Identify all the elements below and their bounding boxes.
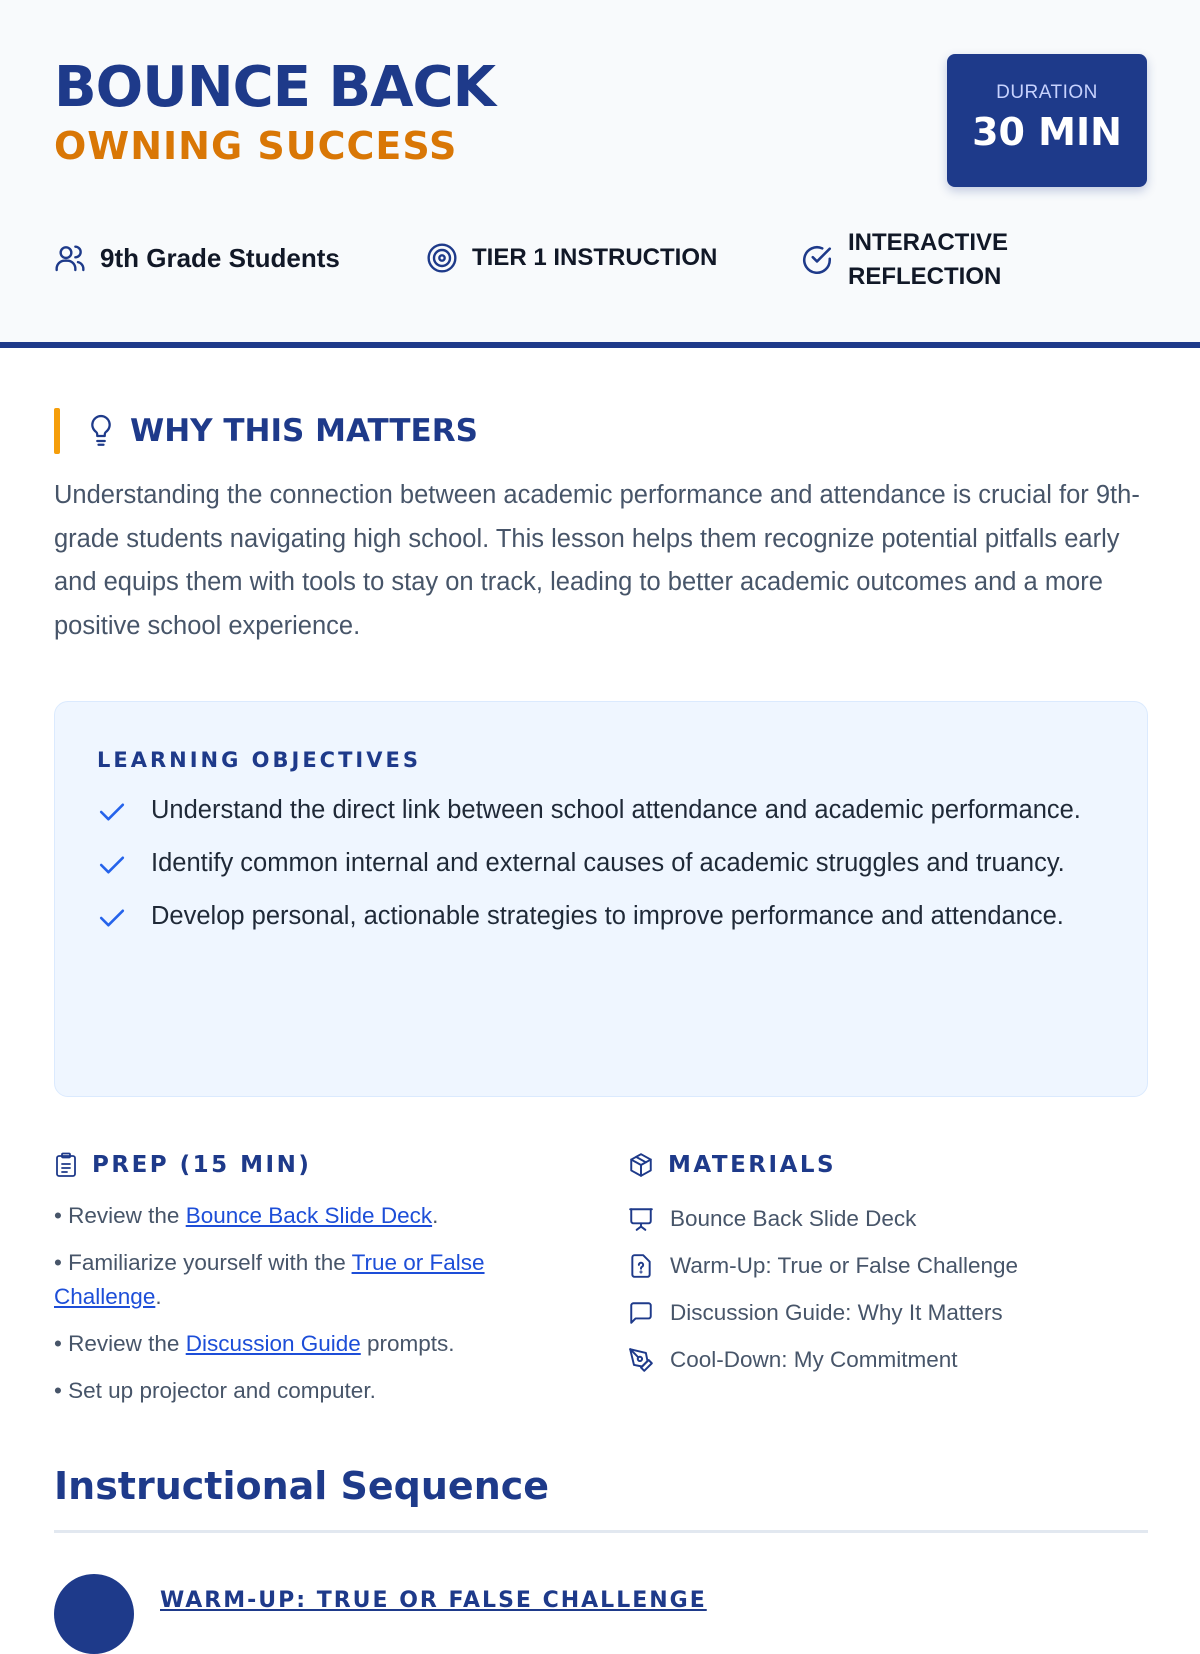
lightbulb-icon (86, 413, 116, 449)
prep-text: Review the (68, 1331, 186, 1356)
prep-item: • Familiarize yourself with the True or False Challenge. (54, 1250, 485, 1309)
why-heading (54, 408, 478, 454)
check-icon (97, 853, 127, 877)
material-item (628, 1296, 1018, 1329)
objective-item (97, 843, 1097, 883)
check-icon (97, 800, 127, 824)
divider (54, 1530, 1148, 1533)
meta-format-line2: REFLECTION (848, 263, 1002, 290)
step-number-badge (54, 1574, 134, 1654)
meta-format-text (848, 226, 1008, 294)
prep-text: Review the (68, 1203, 186, 1228)
material-label: Discussion Guide: Why It Matters (670, 1299, 1003, 1325)
material-item (628, 1202, 1018, 1235)
objective-text: Identify common internal and external causes of academic struggles and truancy. (151, 849, 1065, 877)
duration-badge (947, 54, 1147, 187)
objective-text: Develop personal, actionable strategies to improve performance and attendance. (151, 902, 1064, 930)
discussion-guide-link[interactable]: Discussion Guide (185, 1331, 361, 1356)
meta-audience-text: 9th Grade Students (100, 242, 340, 273)
prep-text: . (432, 1203, 439, 1228)
target-icon (426, 242, 458, 274)
true-false-challenge-link[interactable]: True or False Challenge (54, 1250, 485, 1309)
meta-format-line1: INTERACTIVE (848, 229, 1009, 256)
material-item (628, 1343, 1018, 1376)
materials-heading (628, 1152, 836, 1178)
sequence-title: Instructional Sequence (54, 1464, 550, 1508)
prep-list (54, 1199, 574, 1421)
lesson-title: BOUNCE BACK (54, 55, 495, 120)
meta-tier-text: TIER 1 INSTRUCTION (472, 244, 718, 271)
prep-item: • Review the Bounce Back Slide Deck. (54, 1203, 439, 1228)
package-icon (628, 1152, 654, 1178)
clipboard-icon (54, 1152, 78, 1178)
users-icon (54, 242, 86, 274)
pen-tool-icon (628, 1347, 654, 1373)
lesson-subtitle: OWNING SUCCESS (54, 124, 458, 168)
lesson-header (0, 0, 1200, 348)
objective-text: Understand the direct link between school attendance and academic performance. (151, 796, 1081, 824)
material-item (628, 1249, 1018, 1282)
message-square-icon (628, 1300, 654, 1326)
prep-text: . (155, 1284, 162, 1309)
why-title: WHY THIS MATTERS (130, 413, 478, 449)
objective-item (97, 790, 1097, 830)
learning-objectives-card (54, 701, 1148, 1097)
material-label: Cool-Down: My Commitment (670, 1346, 958, 1372)
prep-title: PREP (15 MIN) (92, 1152, 312, 1178)
prep-item: • Review the Discussion Guide prompts. (54, 1331, 455, 1356)
objectives-title: LEARNING OBJECTIVES (97, 748, 421, 772)
prep-heading (54, 1152, 311, 1178)
why-body: Understanding the connection between academic performance and attendance is crucial for 9th-grade students navigating high school. This lesson helps them recognize potential pitfalls early and equips them with tools to stay on track, leading to better academic outcomes and a more positive school experience. (54, 481, 1140, 640)
objective-item (97, 896, 1097, 936)
prep-text: prompts. (360, 1331, 455, 1356)
objectives-list (97, 790, 1097, 949)
material-label: Warm-Up: True or False Challenge (670, 1252, 1019, 1278)
duration-value: 30 MIN (972, 110, 1122, 154)
presentation-icon (628, 1206, 654, 1232)
meta-format (800, 226, 1008, 294)
prep-text: Familiarize yourself with the (68, 1250, 352, 1275)
duration-label: DURATION (996, 82, 1098, 103)
material-label: Bounce Back Slide Deck (670, 1205, 917, 1231)
materials-list (628, 1202, 1018, 1390)
step-title[interactable]: WARM-UP: TRUE OR FALSE CHALLENGE (160, 1588, 707, 1613)
meta-audience (54, 242, 340, 274)
accent-bar (54, 408, 60, 454)
check-circle-icon (800, 243, 834, 277)
prep-text: Set up projector and computer. (68, 1378, 376, 1403)
prep-item: • Set up projector and computer. (54, 1378, 376, 1403)
meta-tier (426, 242, 717, 274)
check-icon (97, 906, 127, 930)
question-file-icon (628, 1253, 654, 1279)
slide-deck-link[interactable]: Bounce Back Slide Deck (185, 1203, 433, 1228)
materials-title: MATERIALS (668, 1152, 837, 1178)
